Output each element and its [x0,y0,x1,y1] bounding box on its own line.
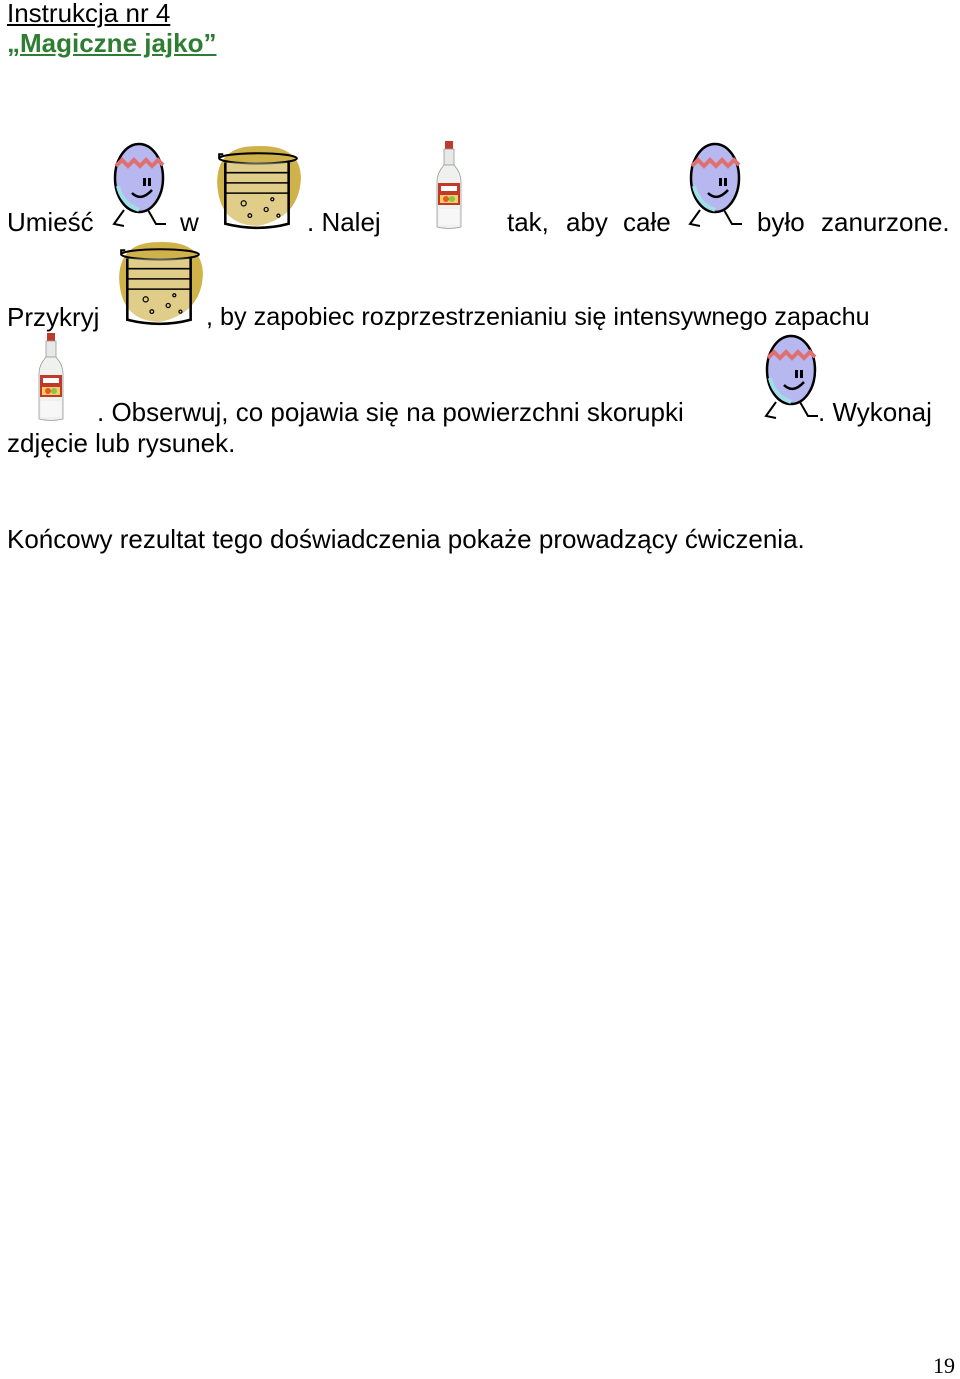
p1-word-cale: całe [623,207,671,237]
p2-word-przykryj: Przykryj [7,302,100,332]
p2-text-obserwuj: . Obserwuj, co pojawia się na powierzchni skorupki [97,397,684,427]
p1-word-tak: tak, [507,207,549,237]
page-number: 19 [933,1353,955,1378]
document-subtitle: „Magiczne jajko” [7,28,217,58]
p1-word-bylo: było [757,207,805,237]
p2-text-zdjecie: zdjęcie lub rysunek. [7,428,236,458]
p3-text-final-result: Końcowy rezultat tego doświadczenia pokaże prowadzący ćwiczenia. [7,524,805,554]
p1-word-w: w [180,207,199,237]
p1-word-nalej: . Nalej [307,207,381,237]
beaker-icon [112,236,208,330]
p2-text-wykonaj: . Wykonaj [818,397,932,427]
vinegar-bottle-icon [36,330,66,424]
egg-character-icon [760,332,822,424]
document-title: Instrukcja nr 4 [7,0,171,28]
p2-text-by-zapobiec: , by zapobiec rozprzestrzenianiu się intensywnego zapachu [206,303,870,331]
p1-word-umiesc: Umieść [7,207,94,237]
vinegar-bottle-icon [434,138,464,232]
egg-character-icon [108,140,170,232]
egg-character-icon [684,140,746,232]
p1-word-zanurzone: zanurzone. [821,207,950,237]
beaker-icon [210,140,306,234]
p1-word-aby: aby [566,207,608,237]
